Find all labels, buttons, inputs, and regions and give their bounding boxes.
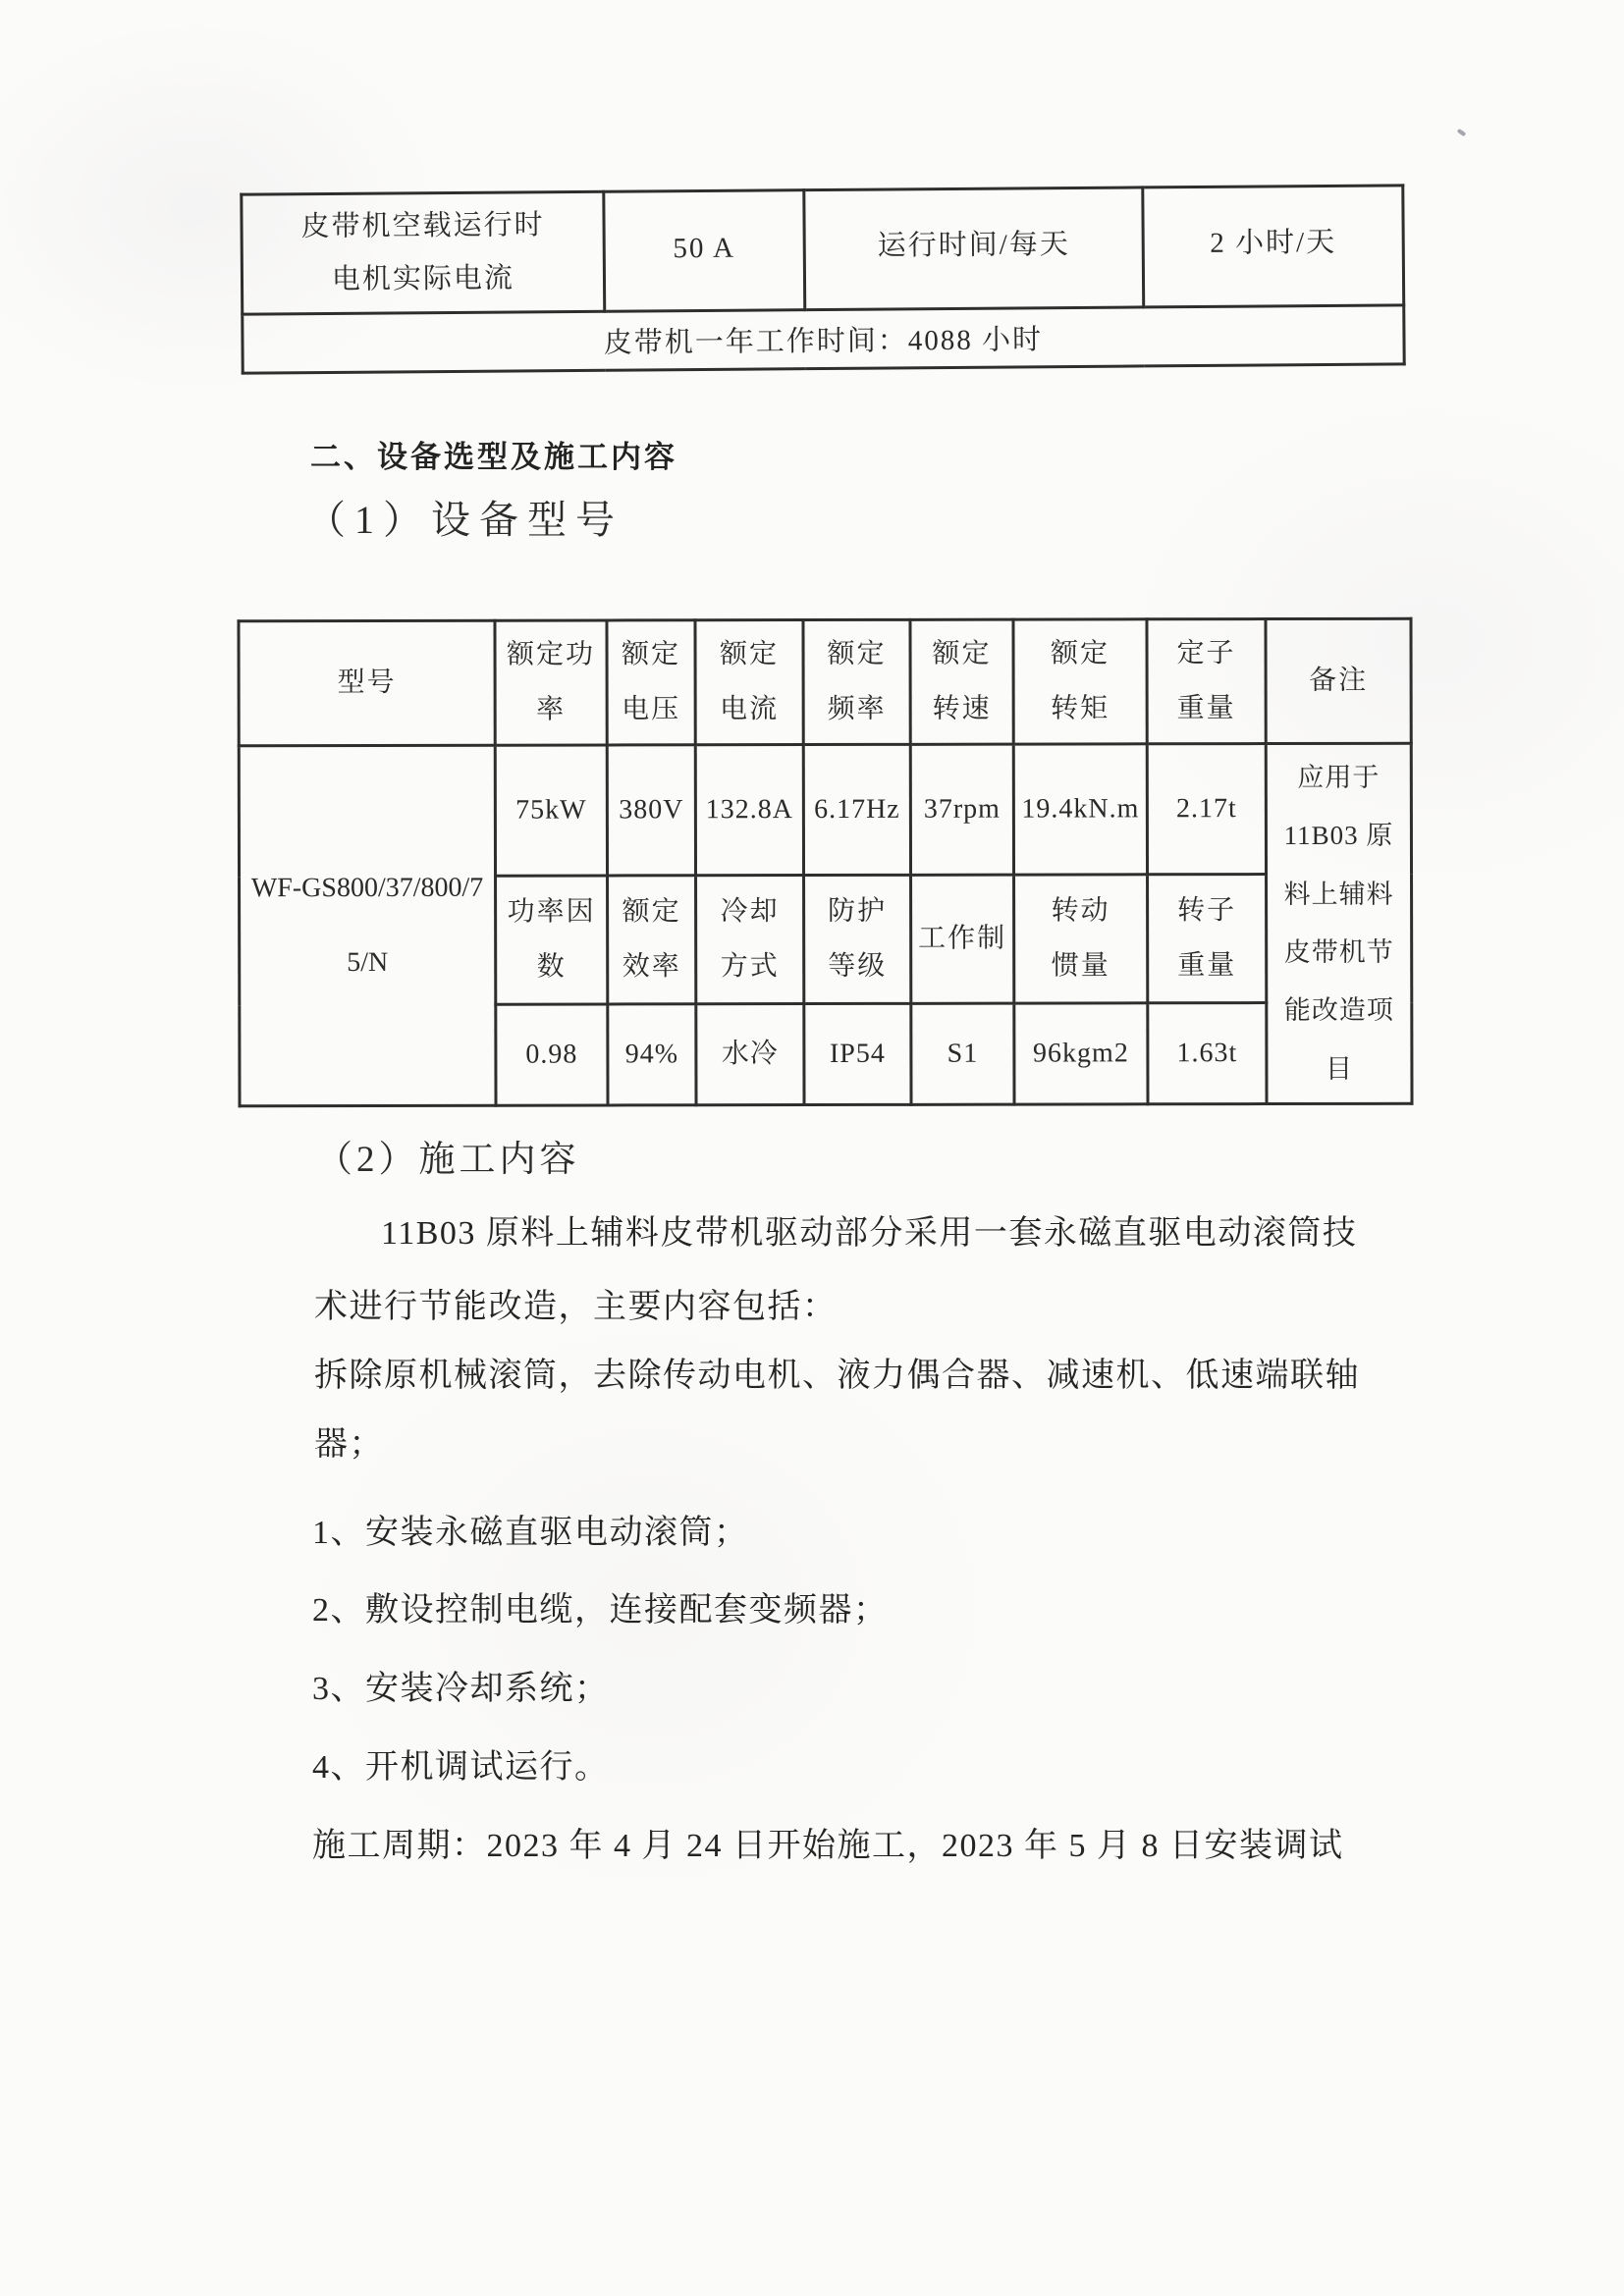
no-load-current-value-cell [604,190,805,312]
header-rated-efficiency-cell: 额定 效率 [608,876,696,1004]
rated-current-value-cell: 132.8A [695,745,803,876]
model-value-cell: WF-GS800/37/800/7 5/N [239,745,496,1106]
runtime-per-day-label: 运行时间/每天 [877,229,1070,262]
header-power-factor-cell: 功率因 数 [496,876,608,1004]
remark-value-cell: 应用于 11B03 原 料上辅料 皮带机节 能改造项 目 [1266,743,1412,1103]
rated-power-value-cell: 75kW [495,745,607,876]
header-rated-torque-cell: 额定 转矩 [1013,619,1147,744]
runtime-table [240,184,1405,374]
spec-table [237,617,1413,1108]
runtime-per-day-label-cell [804,187,1144,310]
paragraph-line: 术进行节能改造，主要内容包括： [314,1289,838,1325]
header-rotational-inertia-cell: 转动 惯量 [1014,875,1148,1003]
paragraph-line: 器； [314,1426,384,1463]
rated-torque-value-cell: 19.4kN.m [1013,744,1147,875]
header-rated-frequency-cell: 额定 频率 [803,619,910,744]
list-item-1: 1、安装永磁直驱电动滚筒； [312,1515,749,1551]
rated-voltage-value-cell: 380V [607,745,695,876]
header-protection-class-cell: 防护 等级 [804,875,911,1003]
header-rated-current-cell: 额定 电流 [695,620,803,745]
rated-frequency-value-cell: 6.17Hz [803,744,910,875]
header-stator-weight-cell: 定子 重量 [1147,619,1266,744]
header-rated-power-cell: 额定功 率 [495,620,607,745]
list-item-4: 4、开机调试运行。 [312,1749,610,1786]
rated-efficiency-value-cell: 94% [608,1004,696,1105]
list-item-2: 2、敷设控制电缆，连接配套变频器； [312,1592,889,1629]
power-factor-value-cell: 0.98 [496,1004,608,1105]
section-heading: 二、设备选型及施工内容 [310,440,677,474]
duty-cycle-value-cell: S1 [911,1003,1014,1104]
rotor-weight-value-cell: 1.63t [1148,1003,1267,1104]
stator-weight-value-cell: 2.17t [1147,744,1266,875]
header-cooling-method-cell: 冷却 方式 [696,876,804,1004]
subsection-1-heading: （1）设备型号 [306,498,623,542]
header-rotor-weight-cell: 转子 重量 [1148,875,1267,1003]
protection-class-value-cell: IP54 [804,1003,911,1104]
subsection-2-heading: （2）施工内容 [316,1140,580,1180]
header-duty-cycle-cell: 工作制 [911,875,1014,1003]
cooling-method-value-cell: 水冷 [696,1004,804,1105]
header-model-cell: 型号 [239,620,495,746]
scan-artifact [1457,129,1467,136]
no-load-current-label-cell: 皮带机空载运行时 电机实际电流 [242,191,605,314]
runtime-per-day-value-cell [1143,186,1404,307]
no-load-current-value: 50 A [673,232,736,265]
header-rated-speed-cell: 额定 转速 [910,619,1013,744]
list-item-3: 3、安装冷却系统； [312,1671,610,1707]
header-rated-voltage-cell: 额定 电压 [607,620,695,745]
rated-speed-value-cell: 37rpm [910,744,1013,875]
rotational-inertia-value-cell: 96kgm2 [1014,1003,1148,1104]
runtime-per-day-value: 2 小时/天 [1210,226,1337,259]
paragraph-line: 11B03 原料上辅料皮带机驱动部分采用一套永磁直驱电动滚筒技 [381,1215,1358,1252]
paragraph-line: 拆除原机械滚筒，去除传动电机、液力偶合器、减速机、低速端联轴 [314,1358,1360,1394]
construction-period-line: 施工周期：2023 年 4 月 24 日开始施工，2023 年 5 月 8 日安装调试 [312,1828,1344,1864]
annual-runtime-cell: 皮带机一年工作时间：4088 小时 [243,305,1404,373]
header-remark-cell: 备注 [1266,618,1411,743]
